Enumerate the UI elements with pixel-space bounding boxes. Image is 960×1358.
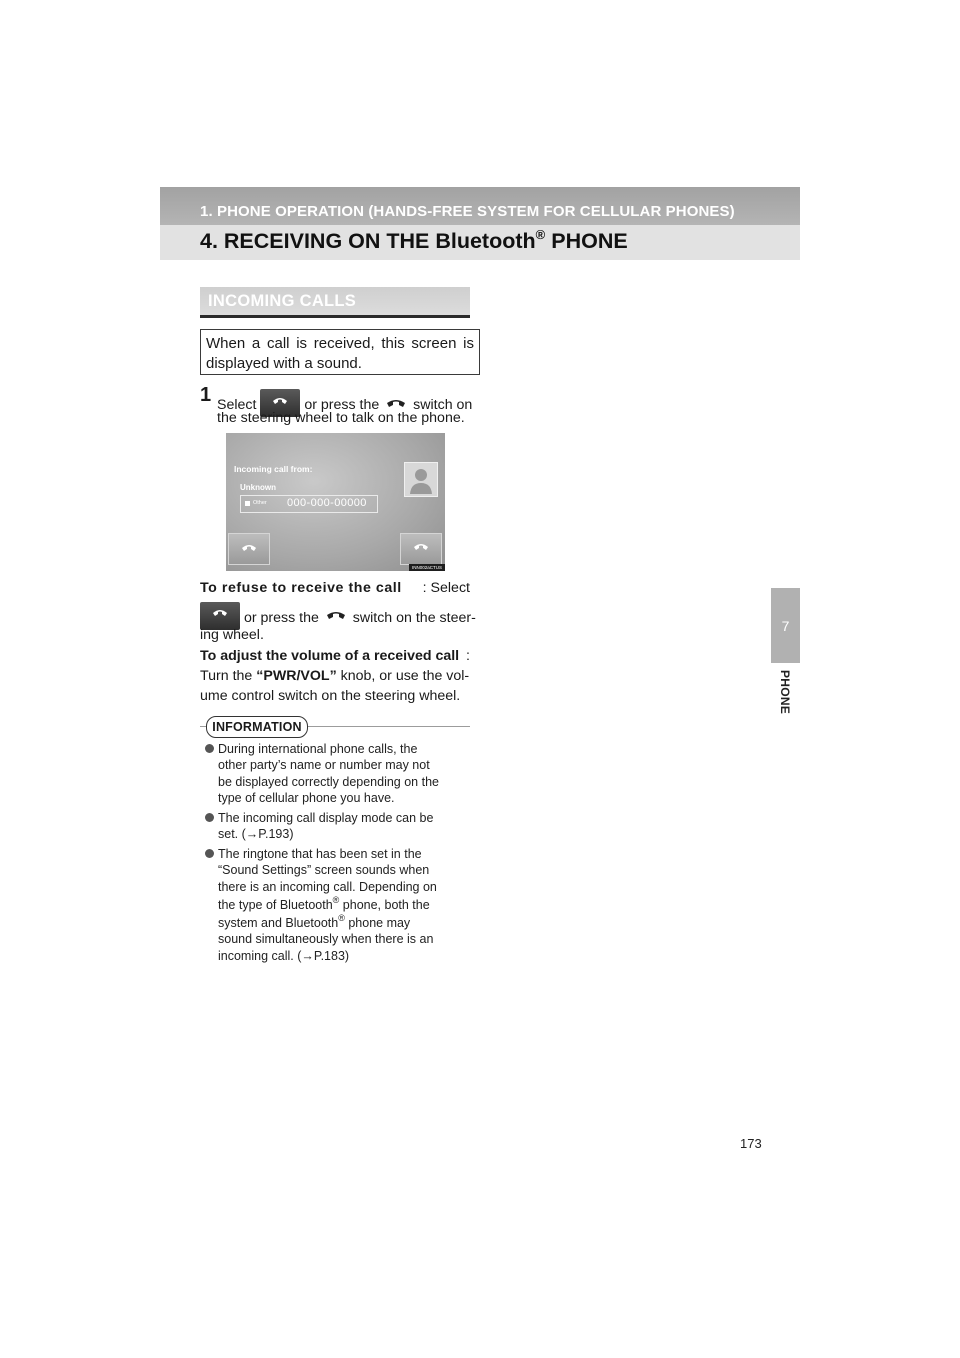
bullet-icon (205, 813, 214, 822)
screen-number-type: Other (253, 500, 267, 506)
volume-line-1: To adjust the volume of a received call : (200, 648, 470, 664)
section-header (160, 225, 800, 260)
volume-line-2: Turn the “PWR/VOL” knob, or use the vol- (200, 668, 470, 684)
refuse-line-1: To refuse to receive the call : Select (200, 580, 470, 596)
step-number: 1 (200, 384, 212, 406)
screen-title: Incoming call from: (234, 464, 313, 474)
incoming-calls-heading (200, 287, 470, 318)
page-number: 173 (740, 1136, 762, 1151)
screen-number: 000-000-00000 (287, 497, 367, 509)
chapter-tab-number: 7 (781, 617, 790, 634)
heading-text: INCOMING CALLS (208, 292, 357, 310)
screen-caller: Unknown (240, 483, 276, 492)
incoming-call-screen-image (226, 433, 445, 571)
information-label: INFORMATION (206, 716, 308, 738)
screen-refuse-button (400, 533, 442, 565)
image-code: INN002aCTUS (409, 564, 445, 571)
step-line-1: Select or press the switch on (217, 389, 472, 417)
number-type-icon (245, 501, 250, 506)
info-item-2: The incoming call display mode can be set. (→P.193) (218, 810, 433, 843)
caller-avatar-icon (404, 462, 438, 497)
chapter-tab-label: PHONE (778, 670, 792, 715)
volume-line-3: ume control switch on the steering wheel. (200, 688, 461, 704)
chapter-tab-label-wrap (770, 670, 800, 722)
screen-answer-button (228, 533, 270, 565)
screen-number-box (240, 495, 378, 513)
step-line-2: the steering wheel to talk on the phone. (217, 410, 465, 426)
chapter-title: 1. PHONE OPERATION (HANDS-FREE SYSTEM FOR CELLULAR PHONES) (200, 203, 735, 220)
refuse-line-2: or press the switch on the steer- (200, 602, 476, 630)
bullet-icon (205, 849, 214, 858)
info-item-3: The ringtone that has been set in the “Sound Settings” screen sounds when there is an incoming call. Depending on the type of Bluetooth® phone, both the system and Bluetooth® phone may sound simultaneously when there is an incoming call. (→P.183) (218, 846, 437, 964)
info-item-1: During international phone calls, the other party’s name or number may not be displayed correctly depending on the type of cellular phone you have. (218, 741, 439, 806)
hang-up-switch-icon (326, 611, 346, 623)
chapter-tab (771, 588, 800, 663)
refuse-line-3: ing wheel. (200, 627, 264, 643)
bullet-icon (205, 744, 214, 753)
section-title: 4. RECEIVING ON THE Bluetooth® PHONE (200, 227, 628, 253)
intro-box: When a call is received, this screen is displayed with a sound. (200, 329, 480, 375)
chapter-header (160, 187, 800, 225)
